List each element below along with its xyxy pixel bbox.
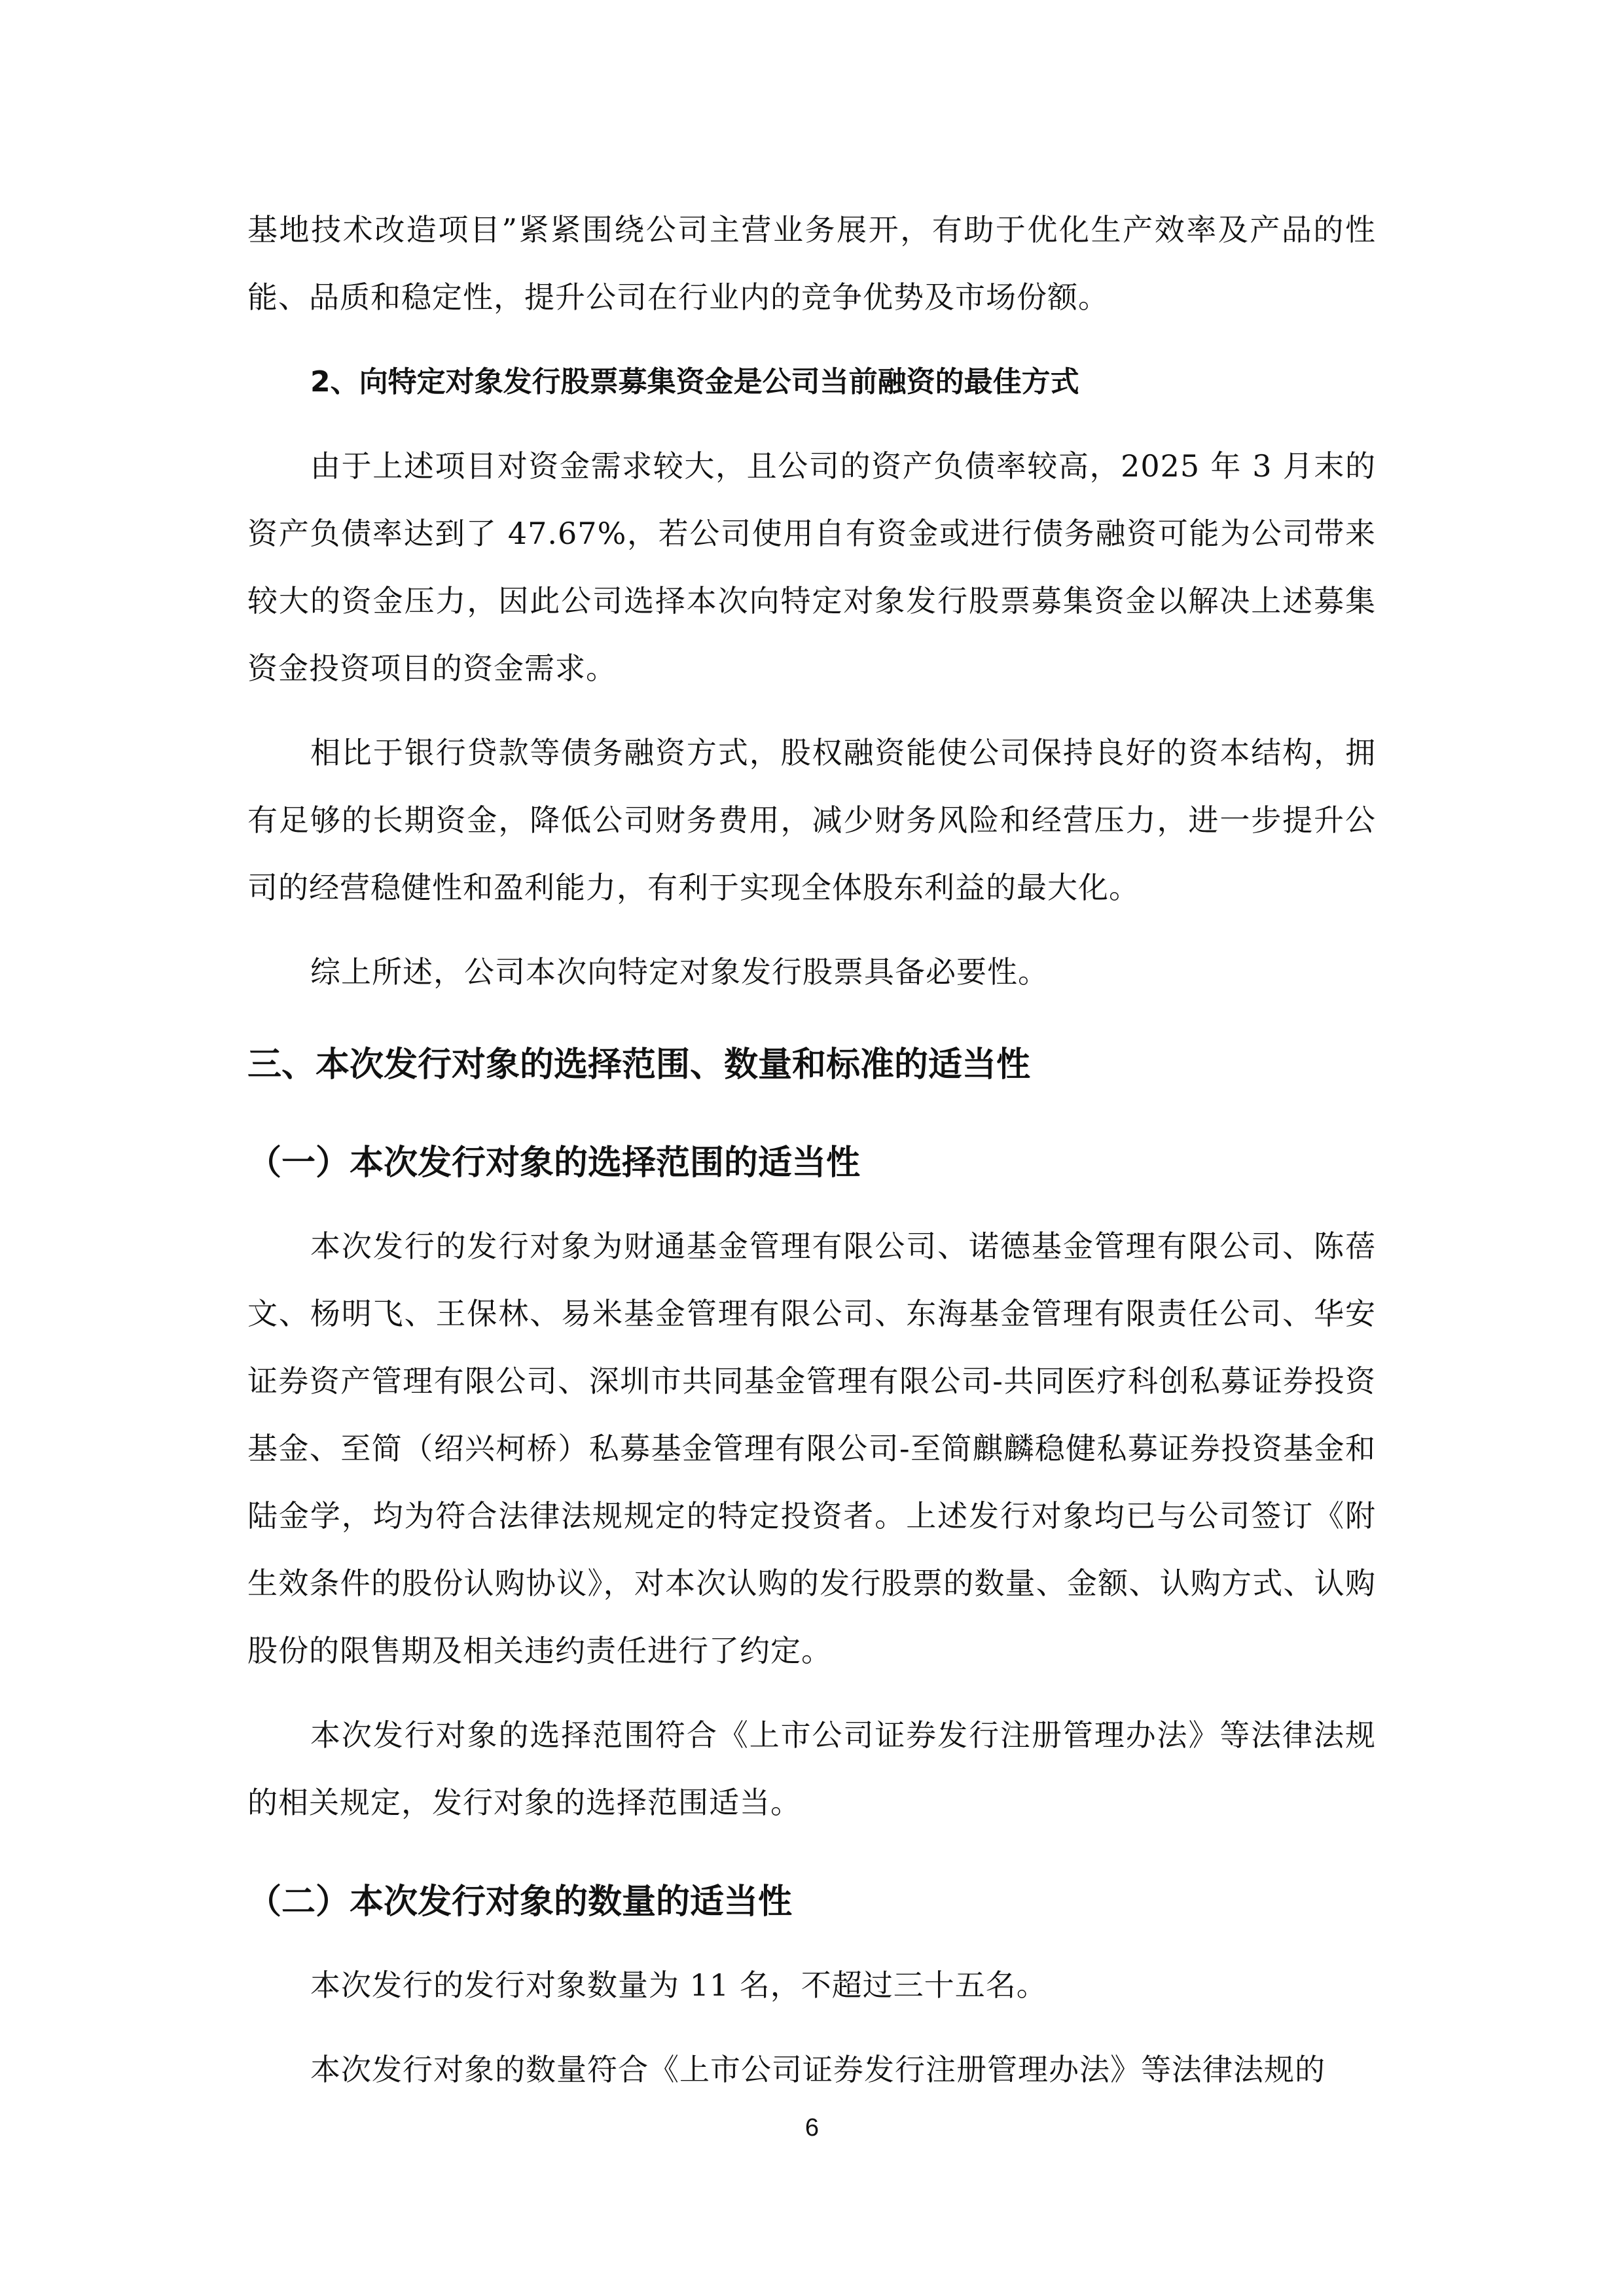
paragraph-target-count: 本次发行的发行对象数量为 11 名，不超过三十五名。 <box>310 1967 1047 2003</box>
document-body <box>247 196 1376 2104</box>
paragraph-conclusion: 综上所述，公司本次向特定对象发行股票具备必要性。 <box>310 954 1049 990</box>
paragraph-issuance-targets: 本次发行的发行对象为财通基金管理有限公司、诺德基金管理有限公司、陈蓓文、杨明飞、王保林、易米基金管理有限公司、东海基金管理有限责任公司、华安证券资产管理有限公司、深圳市共同基金管理有限公司-共同医疗科创私募证券投资基金、至简（绍兴柯桥）私募基金管理有限公司-至简麒麟稳健私募证券投资基金和陆金学，均为符合法律法规规定的特定投资者。上述发行对象均已与公司签订《附生效条件的股份认购协议》，对本次认购的发行股票的数量、金额、认购方式、认购股份的限售期及相关违约责任进行了约定。 <box>247 1229 1376 1668</box>
paragraph-scope-compliance: 本次发行对象的选择范围符合《上市公司证券发行注册管理办法》等法律法规的相关规定，发行对象的选择范围适当。 <box>247 1717 1376 1820</box>
subsection-heading-2: （二）本次发行对象的数量的适当性 <box>247 1882 793 1922</box>
paragraph-debt-ratio: 由于上述项目对资金需求较大，且公司的资产负债率较高，2025 年 3 月末的资产负债率达到了 47.67%，若公司使用自有资金或进行债务融资可能为公司带来较大的资金压力，因此公司选择本次向特定对象发行股票募集资金以解决上述募集资金投资项目的资金需求。 <box>247 448 1376 686</box>
page-number: 6 <box>804 2114 820 2142</box>
paragraph-count-compliance: 本次发行对象的数量符合《上市公司证券发行注册管理办法》等法律法规的 <box>310 2052 1326 2087</box>
paragraph-equity-financing: 相比于银行贷款等债务融资方式，股权融资能使公司保持良好的资本结构，拥有足够的长期资金，降低公司财务费用，减少财务风险和经营压力，进一步提升公司的经营稳健性和盈利能力，有利于实现全体股东利益的最大化。 <box>247 735 1376 905</box>
subsection-heading-1: （一）本次发行对象的选择范围的适当性 <box>247 1143 861 1183</box>
subheading-financing-method: 2、向特定对象发行股票募集资金是公司当前融资的最佳方式 <box>310 365 1079 399</box>
paragraph-continuation: 基地技术改造项目”紧紧围绕公司主营业务展开，有助于优化生产效率及产品的性能、品质和稳定性，提升公司在行业内的竞争优势及市场份额。 <box>247 212 1376 315</box>
section-heading-3: 三、本次发行对象的选择范围、数量和标准的适当性 <box>247 1045 1031 1085</box>
